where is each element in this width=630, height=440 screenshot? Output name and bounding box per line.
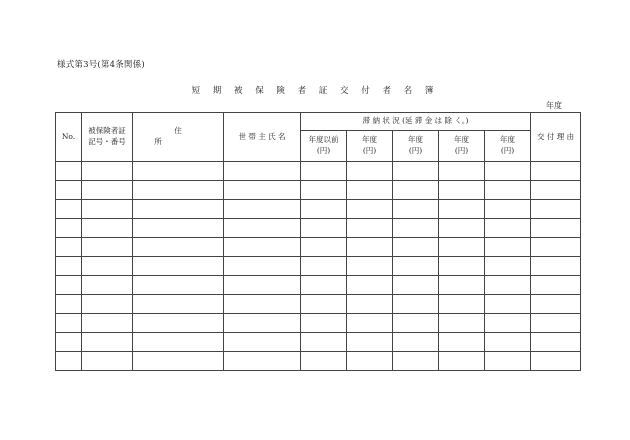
table-cell[interactable] xyxy=(301,333,347,352)
table-cell[interactable] xyxy=(301,162,347,181)
table-cell[interactable] xyxy=(224,200,301,219)
table-cell[interactable] xyxy=(301,219,347,238)
table-cell[interactable] xyxy=(56,181,82,200)
table-cell[interactable] xyxy=(531,295,581,314)
table-cell[interactable] xyxy=(439,219,485,238)
table-cell[interactable] xyxy=(531,219,581,238)
table-cell[interactable] xyxy=(531,333,581,352)
table-cell[interactable] xyxy=(531,200,581,219)
table-cell[interactable] xyxy=(347,257,393,276)
table-row xyxy=(56,295,581,314)
year-col-unit: (円) xyxy=(408,146,423,155)
table-cell[interactable] xyxy=(133,200,224,219)
table-cell[interactable] xyxy=(224,238,301,257)
table-cell[interactable] xyxy=(485,238,531,257)
table-cell[interactable] xyxy=(133,352,224,371)
table-row xyxy=(56,333,581,352)
table-cell[interactable] xyxy=(82,219,133,238)
table-cell[interactable] xyxy=(439,200,485,219)
table-cell[interactable] xyxy=(56,238,82,257)
table-row xyxy=(56,314,581,333)
table-cell[interactable] xyxy=(56,295,82,314)
table-cell[interactable] xyxy=(485,257,531,276)
header-year-col xyxy=(301,131,347,162)
table-cell[interactable] xyxy=(224,219,301,238)
table-cell[interactable] xyxy=(301,200,347,219)
table-row xyxy=(56,162,581,181)
table-cell[interactable] xyxy=(224,181,301,200)
table-cell[interactable] xyxy=(56,352,82,371)
table-cell[interactable] xyxy=(82,257,133,276)
table-cell[interactable] xyxy=(133,257,224,276)
table-cell[interactable] xyxy=(301,352,347,371)
table-cell[interactable] xyxy=(439,162,485,181)
header-address xyxy=(133,113,224,162)
table-cell[interactable] xyxy=(82,314,133,333)
page-title: 短 期 被 保 険 者 証 交 付 者 名 簿 xyxy=(191,86,439,96)
table-cell[interactable] xyxy=(82,352,133,371)
table-cell[interactable] xyxy=(301,314,347,333)
table-cell[interactable] xyxy=(133,314,224,333)
header-year-col xyxy=(347,131,393,162)
table-cell[interactable] xyxy=(82,162,133,181)
year-col-label: 年度 xyxy=(500,135,516,145)
table-cell[interactable] xyxy=(439,257,485,276)
table-row xyxy=(56,200,581,219)
table-cell[interactable] xyxy=(133,295,224,314)
table-cell[interactable] xyxy=(485,295,531,314)
table-cell[interactable] xyxy=(224,162,301,181)
table-cell[interactable] xyxy=(133,238,224,257)
table-cell[interactable] xyxy=(301,295,347,314)
table-cell[interactable] xyxy=(393,238,439,257)
table-cell[interactable] xyxy=(347,295,393,314)
table-cell[interactable] xyxy=(531,162,581,181)
table-cell[interactable] xyxy=(347,219,393,238)
table-cell[interactable] xyxy=(224,295,301,314)
table-cell[interactable] xyxy=(393,257,439,276)
table-cell[interactable] xyxy=(133,162,224,181)
table-cell[interactable] xyxy=(224,257,301,276)
table-cell[interactable] xyxy=(82,200,133,219)
fiscal-year-label: 年度 xyxy=(546,101,562,110)
header-insurance-card-line2: 記号・番号 xyxy=(88,137,126,146)
table-row xyxy=(56,181,581,200)
year-col-label: 年度 xyxy=(362,135,377,145)
table-cell[interactable] xyxy=(485,219,531,238)
year-col-unit: (円) xyxy=(316,146,331,155)
table-cell[interactable] xyxy=(82,276,133,295)
table-cell[interactable] xyxy=(485,333,531,352)
table-cell[interactable] xyxy=(531,314,581,333)
table-cell[interactable] xyxy=(347,238,393,257)
table-cell[interactable] xyxy=(56,333,82,352)
year-col-unit: (円) xyxy=(362,146,377,155)
form-number: 様式第3号(第4条関係) xyxy=(57,60,145,70)
header-year-col xyxy=(485,131,531,162)
register-table xyxy=(55,112,581,371)
table-row xyxy=(56,238,581,257)
table-cell[interactable] xyxy=(393,200,439,219)
table-cell[interactable] xyxy=(393,162,439,181)
table-cell[interactable] xyxy=(439,352,485,371)
table-cell[interactable] xyxy=(531,238,581,257)
table-cell[interactable] xyxy=(56,276,82,295)
table-cell[interactable] xyxy=(82,333,133,352)
year-col-label: 年度 xyxy=(408,135,423,145)
table-cell[interactable] xyxy=(393,219,439,238)
table-cell[interactable] xyxy=(133,333,224,352)
table-cell[interactable] xyxy=(485,181,531,200)
header-arrears-status: 滞 納 状 況 (延 滞 金 は 除 く。) xyxy=(301,113,531,131)
year-col-label: 年度以前 xyxy=(308,135,339,145)
table-cell[interactable] xyxy=(301,181,347,200)
table-cell[interactable] xyxy=(393,352,439,371)
table-cell[interactable] xyxy=(347,352,393,371)
table-cell[interactable] xyxy=(485,162,531,181)
table-cell[interactable] xyxy=(393,333,439,352)
table-cell[interactable] xyxy=(224,352,301,371)
table-cell[interactable] xyxy=(439,181,485,200)
table-cell[interactable] xyxy=(82,295,133,314)
header-address-label: 住所 xyxy=(154,126,222,146)
table-cell[interactable] xyxy=(439,238,485,257)
table-cell[interactable] xyxy=(485,352,531,371)
table-cell[interactable] xyxy=(347,314,393,333)
table-cell[interactable] xyxy=(485,276,531,295)
table-cell[interactable] xyxy=(301,257,347,276)
table-cell[interactable] xyxy=(393,314,439,333)
table-cell[interactable] xyxy=(531,181,581,200)
table-cell[interactable] xyxy=(439,276,485,295)
table-cell[interactable] xyxy=(347,276,393,295)
table-row xyxy=(56,352,581,371)
table-row xyxy=(56,276,581,295)
table-cell[interactable] xyxy=(439,333,485,352)
table-cell[interactable] xyxy=(224,333,301,352)
header-householder-name: 世 帯 主 氏 名 xyxy=(224,113,301,162)
table-cell[interactable] xyxy=(56,219,82,238)
header-insurance-card xyxy=(82,113,133,162)
table-cell[interactable] xyxy=(82,238,133,257)
header-issuance-reason: 交 付 理 由 xyxy=(531,113,581,162)
table-cell[interactable] xyxy=(485,314,531,333)
table-cell[interactable] xyxy=(347,162,393,181)
table-row xyxy=(56,257,581,276)
table-cell[interactable] xyxy=(224,276,301,295)
table-cell[interactable] xyxy=(393,276,439,295)
table-cell[interactable] xyxy=(393,181,439,200)
table-cell[interactable] xyxy=(56,257,82,276)
table-cell[interactable] xyxy=(485,200,531,219)
table-cell[interactable] xyxy=(133,276,224,295)
table-cell[interactable] xyxy=(133,181,224,200)
table-cell[interactable] xyxy=(56,200,82,219)
header-year-col xyxy=(393,131,439,162)
year-col-unit: (円) xyxy=(454,146,469,155)
year-col-unit: (円) xyxy=(500,146,515,155)
year-col-label: 年度 xyxy=(454,135,469,145)
table-cell[interactable] xyxy=(301,276,347,295)
table-cell[interactable] xyxy=(439,295,485,314)
header-insurance-card-line1: 被保険者証 xyxy=(88,126,126,136)
table-cell[interactable] xyxy=(531,276,581,295)
table-cell[interactable] xyxy=(347,200,393,219)
table-cell[interactable] xyxy=(82,181,133,200)
table-cell[interactable] xyxy=(531,257,581,276)
table-cell[interactable] xyxy=(56,162,82,181)
table-cell[interactable] xyxy=(56,314,82,333)
table-cell[interactable] xyxy=(133,219,224,238)
table-row xyxy=(56,219,581,238)
table-cell[interactable] xyxy=(531,352,581,371)
header-no: No. xyxy=(56,113,82,162)
header-year-col xyxy=(439,131,485,162)
table-cell[interactable] xyxy=(301,238,347,257)
table-cell[interactable] xyxy=(224,314,301,333)
table-cell[interactable] xyxy=(439,314,485,333)
table-cell[interactable] xyxy=(393,295,439,314)
table-cell[interactable] xyxy=(347,181,393,200)
table-cell[interactable] xyxy=(347,333,393,352)
